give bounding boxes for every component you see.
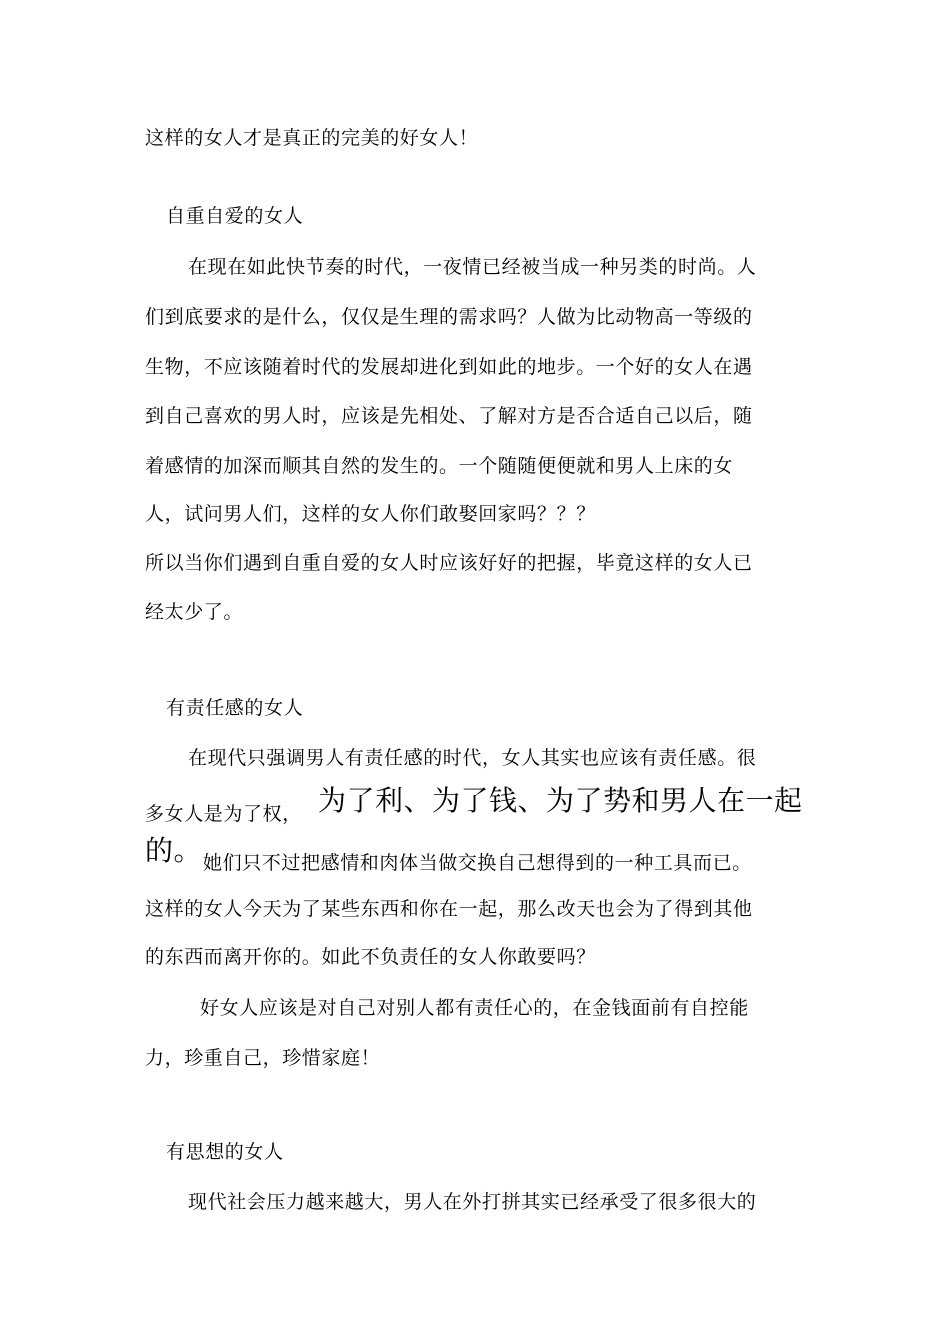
paragraph-line: 现代社会压力越来越大，男人在外打拼其实已经承受了很多很大的 [188,1191,757,1213]
paragraph-line: 经太少了。 [145,601,244,623]
intro-line: 这样的女人才是真正的完美的好女人！ [145,127,479,149]
paragraph-line-large: 的。 [145,834,203,867]
paragraph-line: 人，试问男人们，这样的女人你们敢娶回家吗？？？ [145,503,596,525]
paragraph-line: 在现在如此快节奏的时代，一夜情已经被当成一种另类的时尚。人 [188,256,757,278]
paragraph-line: 的东西而离开你的。如此不负责任的女人你敢要吗？ [145,946,596,968]
paragraph-line: 着感情的加深而顺其自然的发生的。一个随随便便就和男人上床的女 [145,455,734,477]
paragraph-line-large: 为了利、为了钱、为了势和男人在一起 [318,784,803,817]
paragraph-line: 好女人应该是对自己对别人都有责任心的，在金钱面前有自控能 [200,997,749,1019]
paragraph-line: 生物，不应该随着时代的发展却进化到如此的地步。一个好的女人在遇 [145,356,753,378]
paragraph-line: 在现代只强调男人有责任感的时代，女人其实也应该有责任感。很 [188,747,757,769]
paragraph-line: 多女人是为了权， [145,803,302,825]
paragraph-line: 力，珍重自己，珍惜家庭！ [145,1047,381,1069]
paragraph-line: 们到底要求的是什么，仅仅是生理的需求吗？人做为比动物高一等级的 [145,306,753,328]
section-heading-thoughtful: 有思想的女人 [166,1141,284,1163]
paragraph-line: 她们只不过把感情和肉体当做交换自己想得到的一种工具而已。 [203,852,752,874]
section-heading-self-respect: 自重自爱的女人 [166,205,304,227]
paragraph-line: 所以当你们遇到自重自爱的女人时应该好好的把握，毕竟这样的女人已 [145,552,753,574]
section-heading-responsibility: 有责任感的女人 [166,697,304,719]
paragraph-line: 这样的女人今天为了某些东西和你在一起，那么改天也会为了得到其他 [145,898,753,920]
paragraph-line: 到自己喜欢的男人时，应该是先相处、了解对方是否合适自己以后，随 [145,405,753,427]
